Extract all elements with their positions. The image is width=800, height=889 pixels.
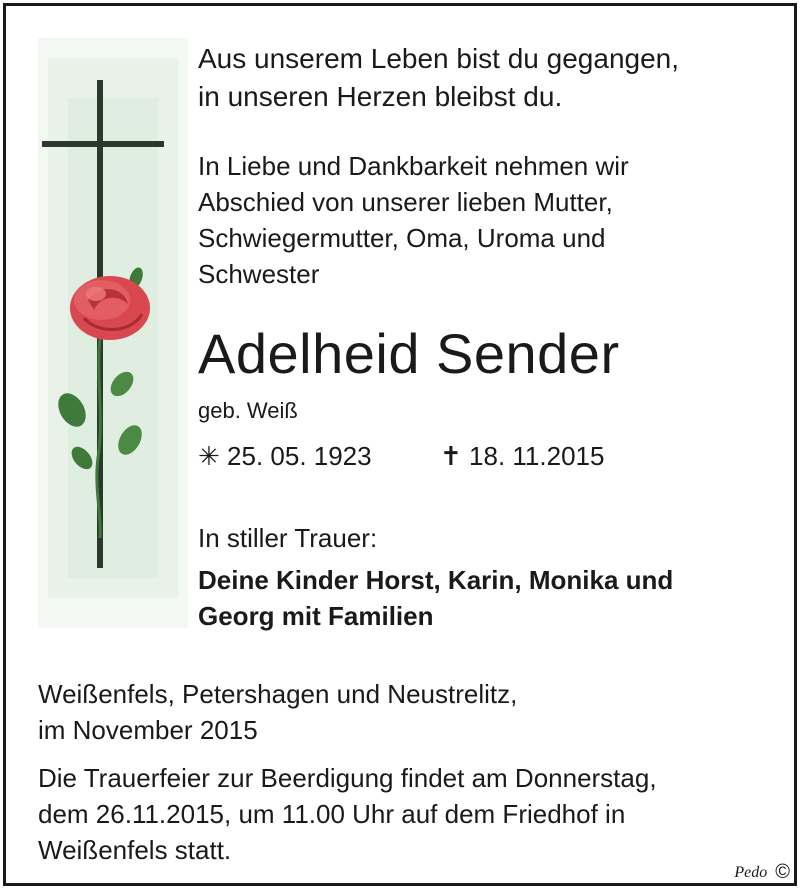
place-line-1: Weißenfels, Petershagen und Neustrelitz, [38, 679, 518, 709]
death-date: 18. 11.2015 [469, 441, 605, 471]
intro-line-1: In Liebe und Dankbarkeit nehmen wir [198, 151, 629, 181]
intro-line-2: Abschied von unserer lieben Mutter, [198, 187, 613, 217]
birth-star-icon: ✳ [198, 441, 220, 471]
mourners-label: In stiller Trauer: [198, 523, 378, 553]
intro-line-4: Schwester [198, 259, 320, 289]
copyright-icon: © [775, 861, 790, 883]
rose-flower [70, 276, 150, 340]
deceased-name: Adelheid Sender [198, 322, 620, 385]
intro-line-3: Schwiegermutter, Oma, Uroma und [198, 223, 606, 253]
funeral-line-2: dem 26.11.2015, um 11.00 Uhr auf dem Friedhof in [38, 799, 626, 829]
signature-text: Pedo [734, 863, 768, 881]
cross-horizontal [42, 141, 164, 147]
maiden-name: geb. Weiß [198, 398, 298, 423]
death-cross-icon: ✝ [440, 441, 462, 471]
footer-signature [734, 861, 790, 884]
funeral-line-1: Die Trauerfeier zur Beerdigung findet am Donnerstag, [38, 763, 657, 793]
mourners-line-2: Georg mit Familien [198, 601, 434, 631]
verse-line-1: Aus unserem Leben bist du gegangen, [198, 43, 680, 74]
cross-with-rose-illustration [38, 38, 188, 628]
place-line-2: im November 2015 [38, 715, 258, 745]
birth-date-row [198, 438, 372, 474]
funeral-line-3: Weißenfels statt. [38, 835, 232, 865]
death-date-row [440, 438, 604, 474]
mourners-line-1: Deine Kinder Horst, Karin, Monika und [198, 565, 674, 595]
verse-line-2: in unseren Herzen bleibst du. [198, 81, 563, 112]
birth-date: 25. 05. 1923 [227, 441, 372, 471]
